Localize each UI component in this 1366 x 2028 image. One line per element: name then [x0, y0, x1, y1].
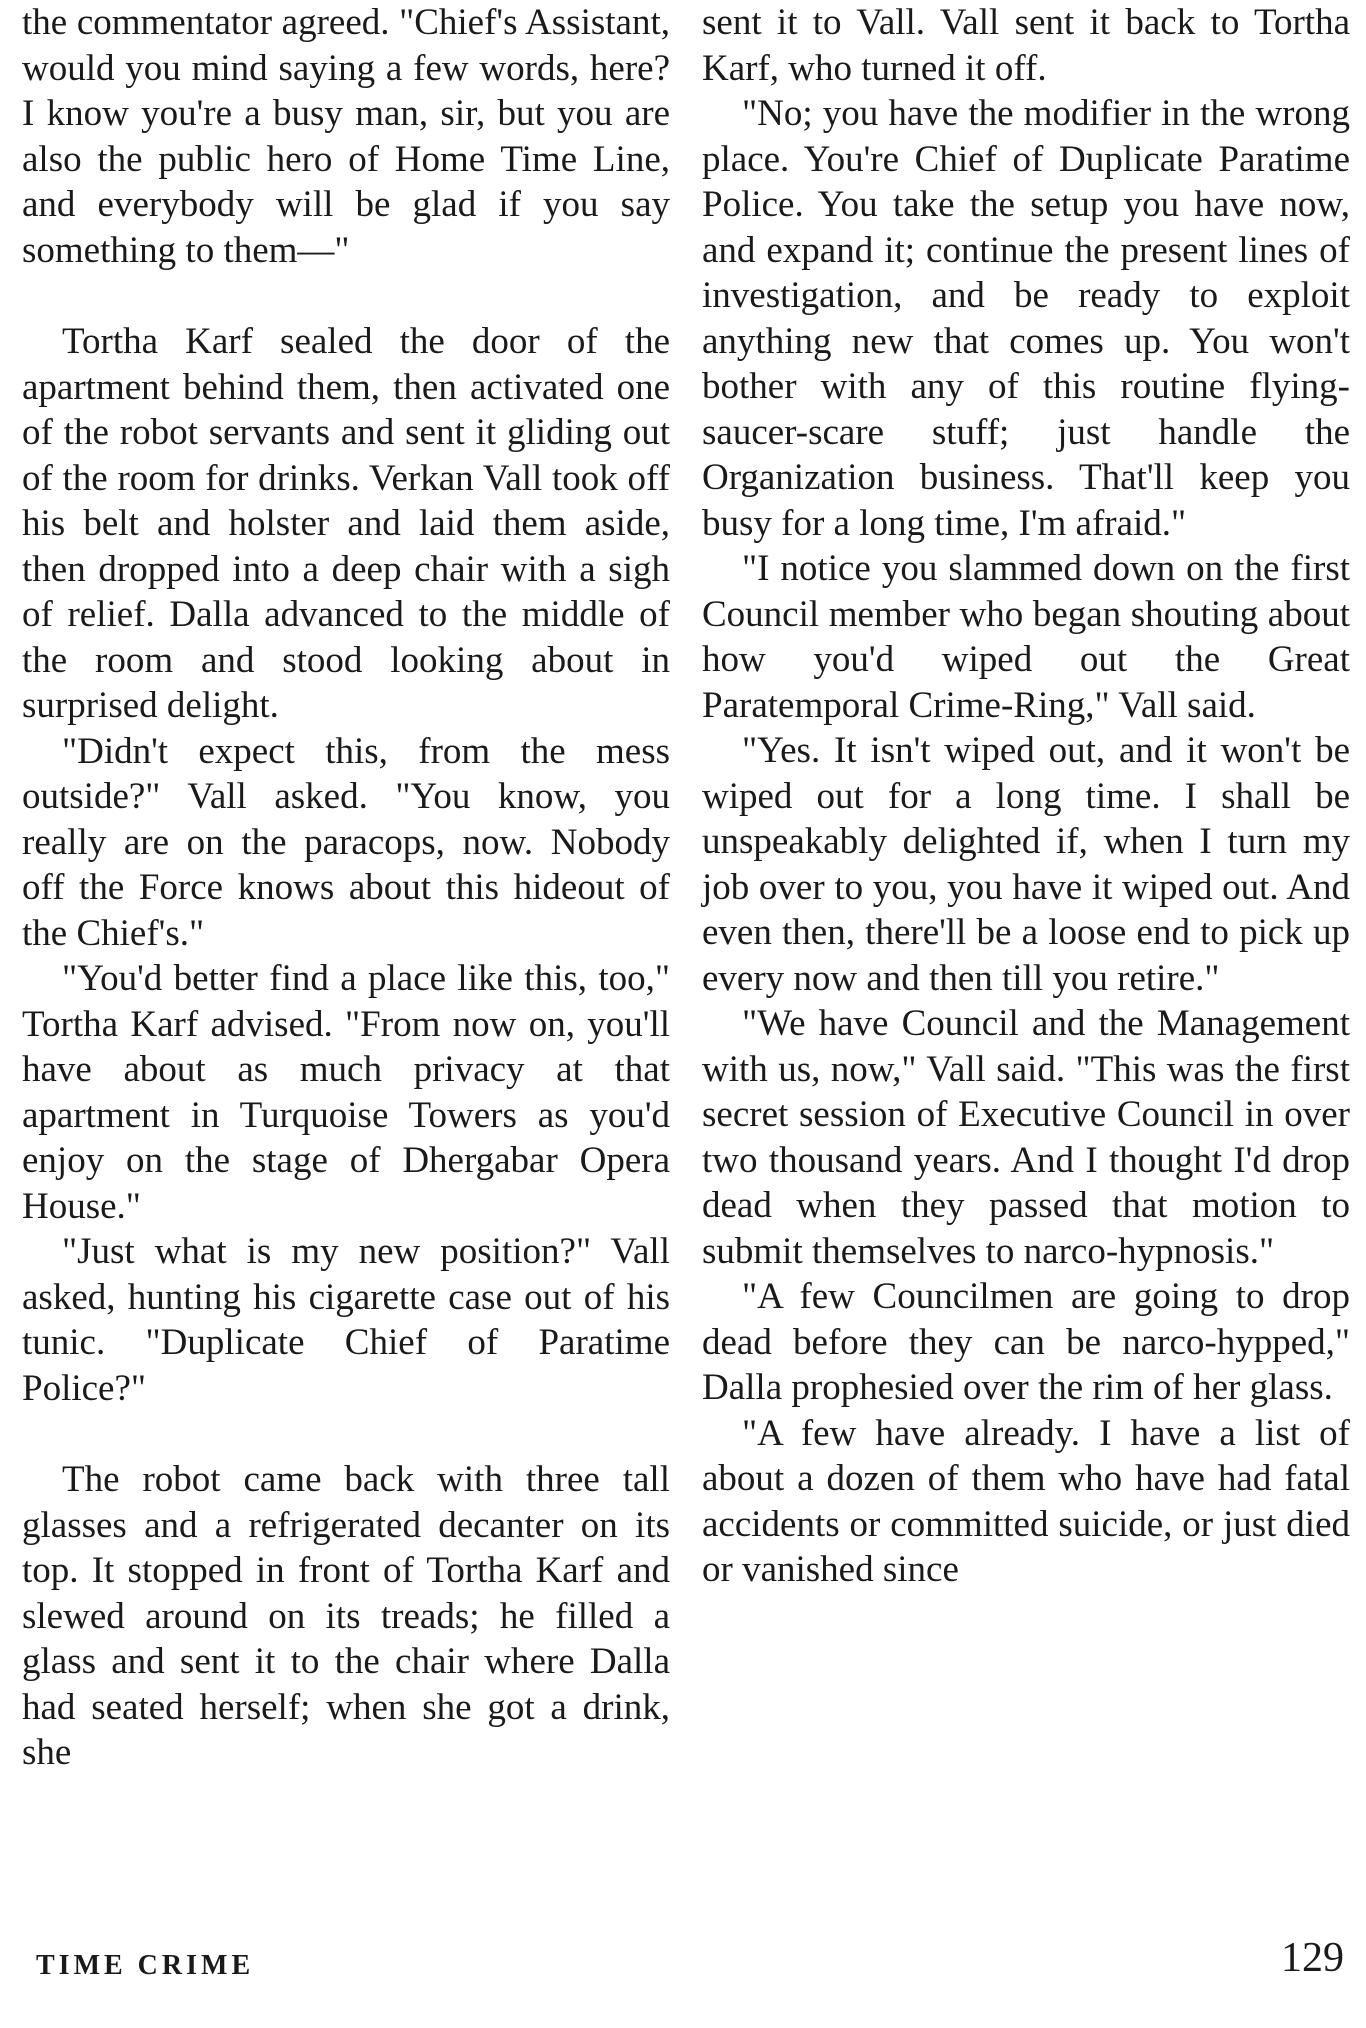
paragraph: "No; you have the modifier in the wrong place. You're Chief of Duplicate Paratime Police. You take the setup you have now, and expand it; continue the present lines of investigation, and be ready to exploit anything new that comes up. You won't bother with any of this routine flying-saucer-scare stuff; just handle the Organization business. That'll keep you busy for a long time, I'm afraid.": [702, 93, 1350, 544]
running-title: TIME CRIME: [36, 1950, 255, 1981]
paragraph: "Didn't expect this, from the mess outside?" Vall asked. "You know, you really are on the paracops, now. Nobody off the Force knows about this hideout of the Chief's.": [22, 730, 670, 954]
paragraph: "I notice you slammed down on the first Council member who began shouting about how you'd wiped out the Great Paratemporal Crime-Ring," Vall said.: [702, 548, 1350, 726]
right-column: [702, 0, 1350, 1593]
paragraph: The robot came back with three tall glasses and a refrigerated decanter on its top. It stopped in front of Tortha Karf and slewed around on its treads; he filled a glass and sent it to the chair where Dalla had seated herself; when she got a drink, she: [22, 1459, 670, 1773]
page-number: 129: [1281, 1935, 1344, 1981]
paragraph: "A few have already. I have a list of about a dozen of them who have had fatal accidents or committed suicide, or just died or vanished since: [702, 1412, 1350, 1590]
left-column: [22, 0, 670, 1776]
paragraph: Tortha Karf sealed the door of the apartment behind them, then activated one of the robot servants and sent it gliding out of the room for drinks. Verkan Vall took off his belt and holster and laid them aside, then dropped into a deep chair with a sigh of relief. Dalla advanced to the middle of the room and stood looking about in surprised delight.: [22, 321, 670, 726]
paragraph: "A few Councilmen are going to drop dead before they can be narco-hypped," Dalla prophesied over the rim of her glass.: [702, 1276, 1350, 1408]
paragraph: "You'd better find a place like this, too," Tortha Karf advised. "From now on, you'll have about as much privacy at that apartment in Turquoise Towers as you'd enjoy on the stage of Dhergabar Opera House.": [22, 958, 670, 1227]
paragraph: "Just what is my new position?" Vall asked, hunting his cigarette case out of his tunic. "Duplicate Chief of Paratime Police?": [22, 1231, 670, 1409]
paragraph: "We have Council and the Management with us, now," Vall said. "This was the first secret session of Executive Council in over two thousand years. And I thought I'd drop dead when they passed that motion to submit themselves to narco-hypnosis.": [702, 1003, 1350, 1272]
paragraph: sent it to Vall. Vall sent it back to Tortha Karf, who turned it off.: [702, 2, 1350, 89]
paragraph: "Yes. It isn't wiped out, and it won't be wiped out for a long time. I shall be unspeakably delighted if, when I turn my job over to you, you have it wiped out. And even then, there'll be a loose end to pick up every now and then till you retire.": [702, 730, 1350, 999]
paragraph: the commentator agreed. "Chief's Assistant, would you mind saying a few words, here? I know you're a busy man, sir, but you are also the public hero of Home Time Line, and everybody will be glad if you say something to them—": [22, 2, 670, 271]
